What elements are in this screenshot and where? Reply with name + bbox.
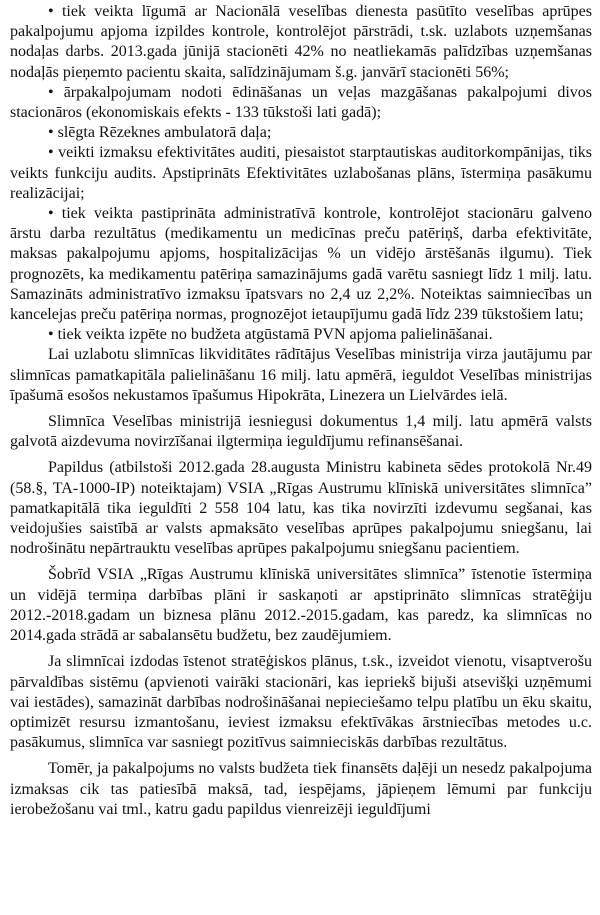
bullet-vat-study: • tiek veikta izpēte no budžeta atgūstamā PVN apjoma palielināšanai. (48, 326, 493, 344)
paragraph-capital-increase: Lai uzlabotu slimnīcas likviditātes rādītājus Veselības ministrija virza jautājumu par slimnīcas pamatkapitāla palielināšanu 16 milj. latu apmērā, ieguldot Veselības ministrijas īpašumā esošos nekustamos īpašumus Hipokrāta, Linezera un Lielvārdes ielā. (10, 346, 592, 404)
paragraph-strategy-plans: Šobrīd VSIA „Rīgas Austrumu klīniskā universitātes slimnīca” īstenotie īstermiņa un vidējā termiņa darbības plāni ir saskaņoti ar apstiprināto slimnīcas stratēģiju 2012.-2018.gadam un biznesa plānu 2012.-2015.gadam, kas paredz, ka slimnīcas no 2014.gada strādā ar sabalansētu budžetu, bez zaudējumiem. (10, 566, 592, 645)
bullet-service-volume-control: • tiek veikta līgumā ar Nacionālā veselības dienesta pasūtīto veselības aprūpes pakalpojumu apjoma izpildes kontrole, kontrolējot pārstrādi, t.sk. uzlabots uzņemšanas nodaļas darbs. 2013.gada jūnijā stacionēti 42% no neatliekamās palīdzības uzņemšanas nodaļās pieņemto pacientu skaita, salīdzinājumam š.g. janvārī stacionēti 56%; (10, 3, 592, 81)
bullet-outsourcing: • ārpakalpojumam nodoti ēdināšanas un veļas mazgāšanas pakalpojumi divos stacionāros (ekonomiskais efekts - 133 tūkstoši lati gadā); (10, 83, 592, 122)
bullet-rezekne-closed: • slēgta Rēzeknes ambulatorā daļa; (48, 124, 272, 142)
bullet-administrative-control: • tiek veikta pastiprināta administratīvā kontrole, kontrolējot stacionāru galveno ārstu darba rezultātus (medikamentu un medicīnas preču patēriņš, darba efektivitāte, maksas pakalpojumu apjoms, hospitalizācijas % un vidējo ārstēšanās ilgumu). Tiek prognozēts, ka medikamentu patēriņa samazinājums gadā varētu sasniegt līdz 1 milj. latu. Samazināts administratīvo izmaksu īpatsvars no 2,4 uz 2,2%. Noteiktas saimniecības un kancelejas preču patēriņa normas, prognozējot ietaupījumu gadā līdz 239 tūkstošiem latu; (10, 205, 592, 324)
paragraph-partial-funding: Tomēr, ja pakalpojums no valsts budžeta tiek finansēts daļēji un nesedz pakalpojuma izmaksas cik tas patiesībā maksā, tad, iespējams, jāpieņem lēmumi par funkciju ierobežošanu vai tml., katru gadu papildus vienreizēji ieguldījumi (10, 760, 592, 818)
paragraph-strategic-goals: Ja slimnīcai izdodas īstenot stratēģiskos plānus, t.sk., izveidot vienotu, visaptverošu pārvaldības sistēmu (apvienoti vairāki stacionāri, kas iepriekš bijuši atsevišķi uzņēmumi vai iestādes), samazināt darbības nodrošināšanai nepieciešamo telpu platību un ēku skaitu, optimizēt resursu izmantošanu, ieviest izmaksu efektīvākas ārstniecības metodes u.c. pasākumus, slimnīca var sasniegt pozitīvus saimnieciskās darbības rezultātus. (10, 653, 592, 752)
paragraph-loan-refinancing: Slimnīca Veselības ministrijā iesniegusi dokumentus 1,4 milj. latu apmērā valsts galvotā aizdevuma novirzīšanai ilgtermiņa ieguldījumu refinansēšanai. (10, 413, 592, 451)
bullet-efficiency-audits: • veikti izmaksu efektivitātes auditi, piesaistot starptautiskas auditorkompānijas, tiks veikts funkciju audits. Apstiprināts Efektivitātes uzlabošanas plāns, īstermiņa pasākumu realizācijai; (10, 144, 592, 202)
paragraph-additional-capital: Papildus (atbilstoši 2012.gada 28.augusta Ministru kabineta sēdes protokolā Nr.49 (58.§, TA-1000-IP) noteiktajam) VSIA „Rīgas Austrumu klīniskā universitātes slimnīca” pamatkapitālā tika ieguldīti 2 558 104 latu, kas tika novirzīti izdevumu segšanai, kas veidojušies saistībā ar valsts apmaksāto veselības aprūpes pakalpojumu sniegšanu, lai nodrošinātu nepārtrauktu veselības aprūpes pakalpojumu sniegšanu pacientiem. (10, 459, 592, 558)
